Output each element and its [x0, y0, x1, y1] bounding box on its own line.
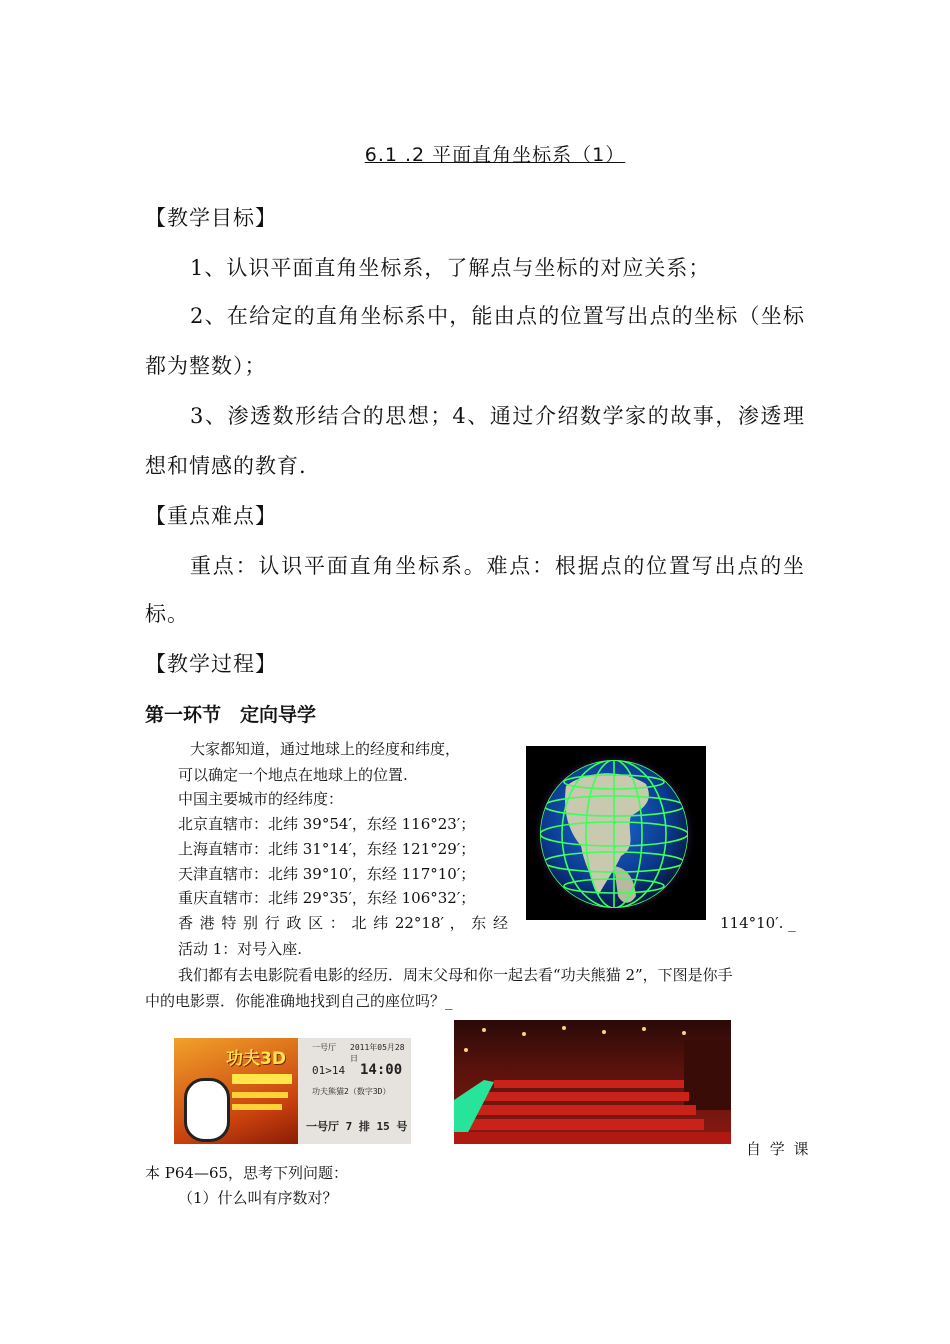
objective-3: 3、渗透数形结合的思想；4、通过介绍数学家的故事，渗透理 [190, 404, 805, 428]
city-beijing: 北京直辖市：北纬 39°54′，东经 116°23′； [178, 815, 476, 833]
key-line-1: 重点：认识平面直角坐标系。难点：根据点的位置写出点的坐 [190, 554, 805, 578]
key-line-2: 标。 [145, 602, 189, 626]
intro-line-3: 中国主要城市的经纬度： [178, 790, 344, 808]
objective-2-cont: 都为整数）； [145, 354, 267, 378]
objective-2: 2、在给定的直角坐标系中，能由点的位置写出点的坐标（坐标 [190, 304, 805, 328]
ticket-rowseat: 01>14 [312, 1064, 346, 1077]
globe-image [526, 746, 706, 920]
page-title: 6.1 .2 平面直角坐标系（1） [364, 144, 626, 166]
city-hongkong-right: 114°10′. _ [720, 914, 796, 932]
globe-icon [526, 746, 706, 920]
ticket-stub [298, 1038, 411, 1144]
question-1: （1）什么叫有序数对？ [178, 1189, 338, 1207]
objective-3-cont: 想和情感的教育. [145, 454, 307, 478]
ticket-hall: 一号厅 [312, 1043, 336, 1052]
movie-line-2: 中的电影票．你能准确地找到自己的座位吗？_ [145, 992, 453, 1010]
ticket-date: 2011年05月28日 [350, 1043, 405, 1063]
ticket-time: 14:00 [360, 1062, 403, 1078]
ticket-seat: 一号厅 7 排 15 号 [306, 1120, 408, 1133]
ticket-film: 功夫熊猫2（数字3D） [312, 1087, 391, 1096]
city-hongkong-left: 香 港 特 别 行 政 区 ： 北 纬 22°18′ ， 东 经 [178, 914, 508, 932]
objective-1: 1、认识平面直角坐标系，了解点与坐标的对应关系； [190, 256, 711, 280]
movie-line-1: 我们都有去电影院看电影的经历．周末父母和你一起去看“功夫熊猫 2”，下图是你手 [178, 966, 733, 984]
city-tianjin: 天津直辖市：北纬 39°10′，东经 117°10′； [178, 865, 476, 883]
intro-line-2: 可以确定一个地点在地球上的位置. [178, 766, 408, 784]
panda-figure [184, 1078, 230, 1142]
self-study-line: 本 P64—65，思考下列问题： [145, 1164, 349, 1182]
movie-ticket-image [174, 1038, 411, 1144]
city-chongqing: 重庆直辖市：北纬 29°35′，东经 106°32′； [178, 889, 476, 907]
poster-title: 功夫3D [226, 1049, 286, 1069]
activity-label: 活动 1：对号入座. [178, 940, 303, 958]
city-shanghai: 上海直辖市：北纬 31°14′，东经 121°29′； [178, 840, 476, 858]
intro-line-1: 大家都知道，通过地球上的经度和纬度， [190, 740, 461, 758]
key-heading: 【重点难点】 [145, 504, 277, 528]
cinema-seats-icon [454, 1020, 731, 1144]
objectives-heading: 【教学目标】 [145, 206, 277, 230]
ticket-poster [174, 1038, 298, 1144]
process-heading: 【教学过程】 [145, 652, 277, 676]
stage1-heading: 第一环节 定向导学 [145, 704, 317, 726]
self-study-right: 自 学 课 [746, 1140, 811, 1158]
cinema-hall-image [454, 1020, 731, 1144]
